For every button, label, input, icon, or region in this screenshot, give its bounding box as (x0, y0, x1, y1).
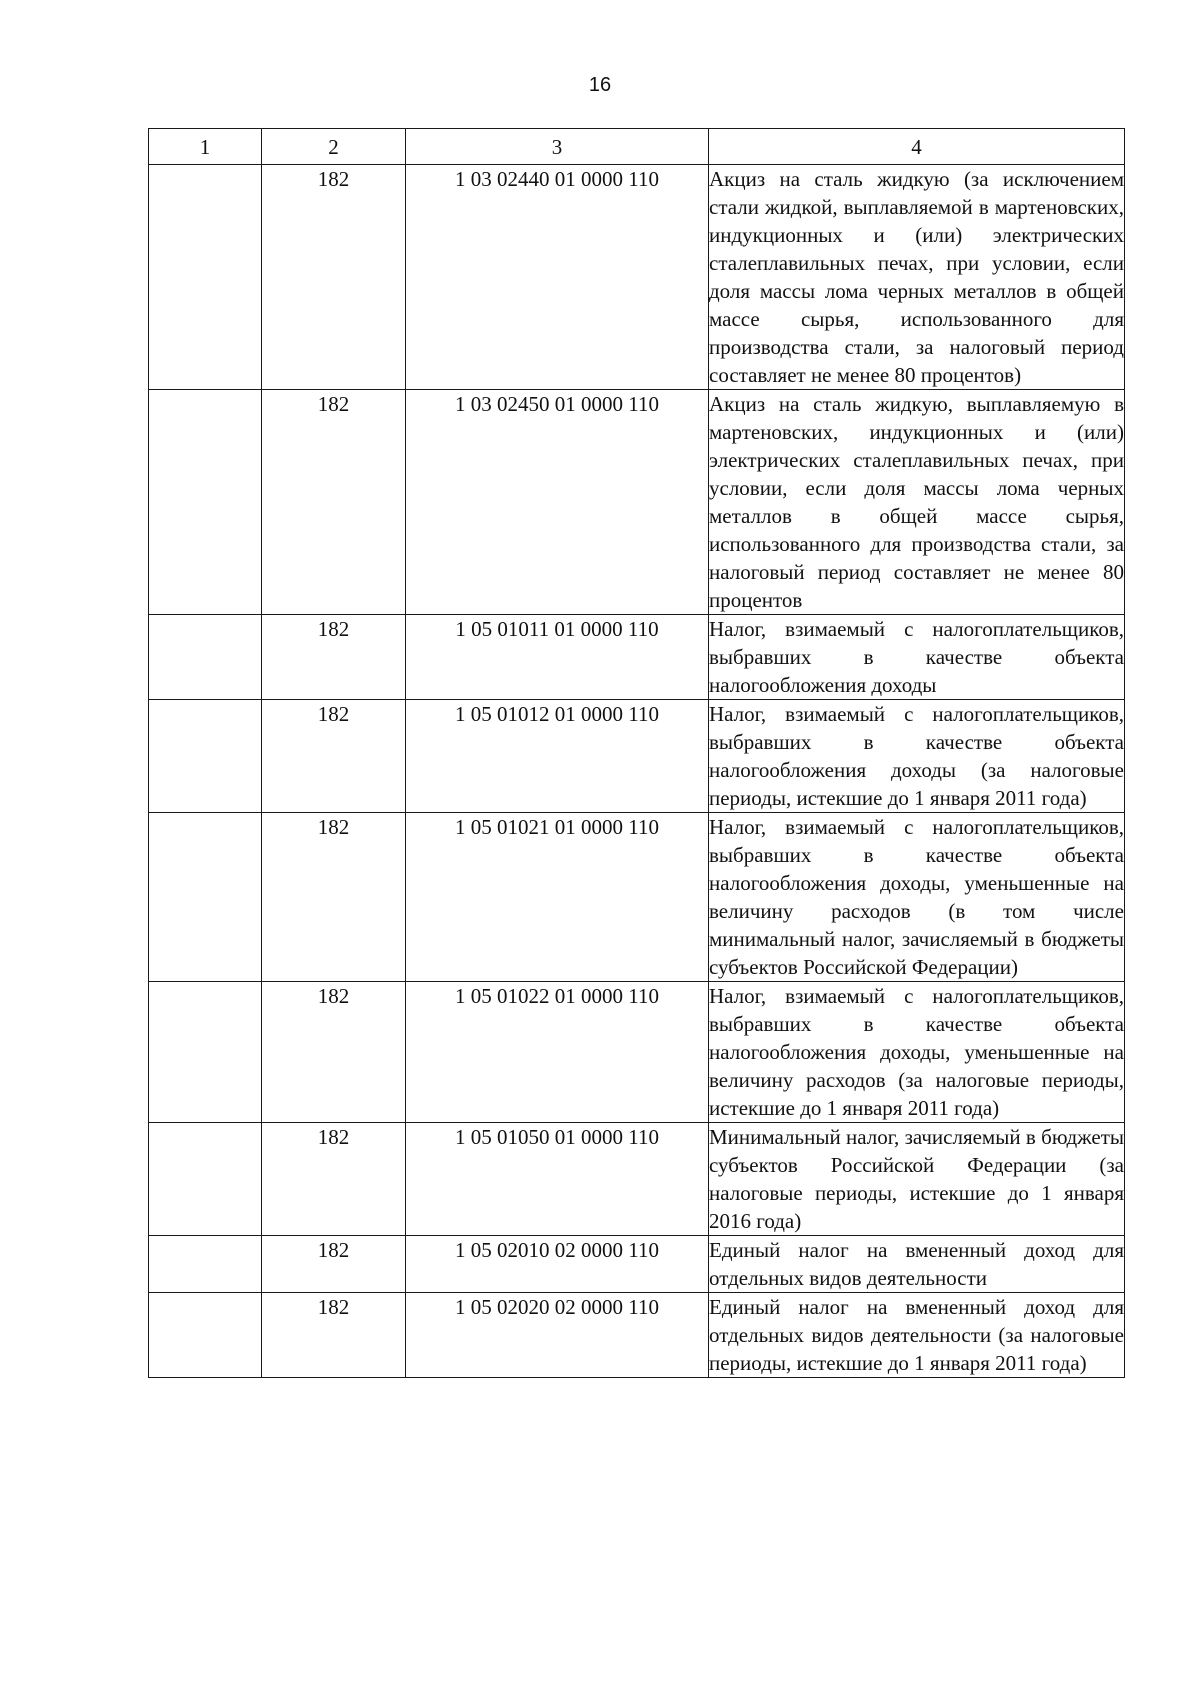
table-row (149, 165, 1125, 390)
table-row (149, 700, 1125, 813)
revenue-name-cell: Акциз на сталь жидкую (за исключением стали жидкой, выплавляемой в мартеновских, индукционных и (или) электрических сталеплавильных печах, при условии, если доля массы лома черных металлов в общей массе сырья, использованного для производства стали, за налоговый период составляет не менее 80 процентов) (709, 165, 1125, 390)
row-index-cell (149, 615, 262, 700)
row-index-cell (149, 1293, 262, 1378)
revenue-code-cell: 1 05 01050 01 0000 110 (406, 1123, 709, 1236)
row-index-cell (149, 813, 262, 982)
column-header-4: 4 (709, 129, 1125, 165)
revenue-name-cell: Налог, взимаемый с налогоплательщиков, выбравших в качестве объекта налогообложения доходы (709, 615, 1125, 700)
column-header-2: 2 (262, 129, 406, 165)
row-index-cell (149, 982, 262, 1123)
admin-code-cell: 182 (262, 1293, 406, 1378)
admin-code-cell: 182 (262, 390, 406, 615)
table-row (149, 813, 1125, 982)
table-row (149, 1236, 1125, 1293)
admin-code-cell: 182 (262, 1123, 406, 1236)
row-index-cell (149, 700, 262, 813)
revenue-name-cell: Единый налог на вмененный доход для отдельных видов деятельности (709, 1236, 1125, 1293)
revenue-code-cell: 1 05 01011 01 0000 110 (406, 615, 709, 700)
table-row (149, 1293, 1125, 1378)
revenue-codes-table (148, 128, 1125, 1378)
revenue-code-cell: 1 05 02020 02 0000 110 (406, 1293, 709, 1378)
column-header-1: 1 (149, 129, 262, 165)
admin-code-cell: 182 (262, 1236, 406, 1293)
table-header-row (149, 129, 1125, 165)
revenue-code-cell: 1 05 01021 01 0000 110 (406, 813, 709, 982)
revenue-code-cell: 1 05 01012 01 0000 110 (406, 700, 709, 813)
revenue-name-cell: Налог, взимаемый с налогоплательщиков, выбравших в качестве объекта налогообложения доходы (за налоговые периоды, истекшие до 1 января 2011 года) (709, 700, 1125, 813)
admin-code-cell: 182 (262, 700, 406, 813)
revenue-name-cell: Налог, взимаемый с налогоплательщиков, выбравших в качестве объекта налогообложения доходы, уменьшенные на величину расходов (за налоговые периоды, истекшие до 1 января 2011 года) (709, 982, 1125, 1123)
row-index-cell (149, 1236, 262, 1293)
revenue-name-cell: Налог, взимаемый с налогоплательщиков, выбравших в качестве объекта налогообложения доходы, уменьшенные на величину расходов (в том числе минимальный налог, зачисляемый в бюджеты субъектов Российской Федерации) (709, 813, 1125, 982)
row-index-cell (149, 390, 262, 615)
row-index-cell (149, 1123, 262, 1236)
table-row (149, 982, 1125, 1123)
page-number: 16 (588, 74, 612, 96)
admin-code-cell: 182 (262, 615, 406, 700)
table-row (149, 615, 1125, 700)
revenue-name-cell: Акциз на сталь жидкую, выплавляемую в мартеновских, индукционных и (или) электрических сталеплавильных печах, при условии, если доля массы лома черных металлов в общей массе сырья, использованного для производства стали, за налоговый период составляет не менее 80 процентов (709, 390, 1125, 615)
column-header-3: 3 (406, 129, 709, 165)
admin-code-cell: 182 (262, 813, 406, 982)
row-index-cell (149, 165, 262, 390)
revenue-name-cell: Минимальный налог, зачисляемый в бюджеты субъектов Российской Федерации (за налоговые периоды, истекшие до 1 января 2016 года) (709, 1123, 1125, 1236)
admin-code-cell: 182 (262, 165, 406, 390)
revenue-code-cell: 1 05 01022 01 0000 110 (406, 982, 709, 1123)
table-row (149, 390, 1125, 615)
revenue-name-cell: Единый налог на вмененный доход для отдельных видов деятельности (за налоговые периоды, истекшие до 1 января 2011 года) (709, 1293, 1125, 1378)
admin-code-cell: 182 (262, 982, 406, 1123)
table-row (149, 1123, 1125, 1236)
revenue-code-cell: 1 05 02010 02 0000 110 (406, 1236, 709, 1293)
revenue-code-cell: 1 03 02440 01 0000 110 (406, 165, 709, 390)
revenue-code-cell: 1 03 02450 01 0000 110 (406, 390, 709, 615)
